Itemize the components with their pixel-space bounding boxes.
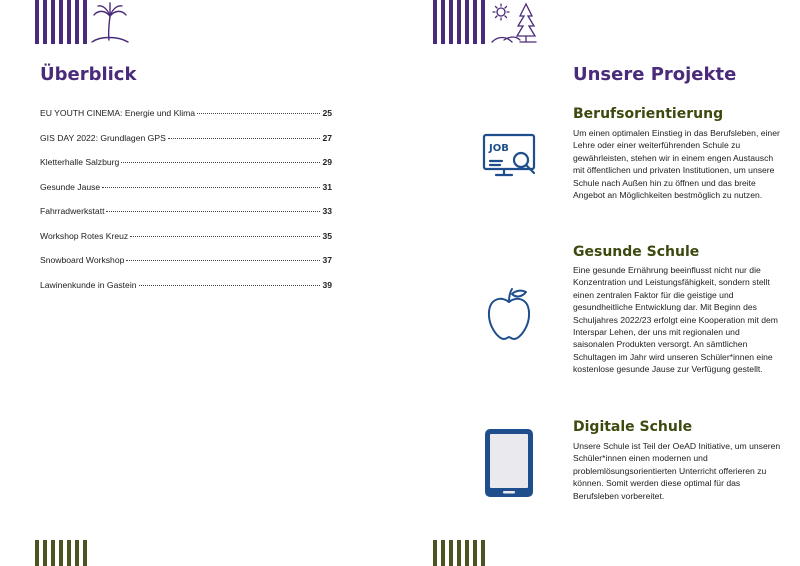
toc-entry-label: Fahrradwerkstatt [40, 206, 105, 216]
toc-leader-dots [197, 113, 320, 114]
project-text-healthy: Eine gesunde Ernährung beeinflusst nicht nur die Konzentration und Leistungsfähigkeit, sondern stellt einen zentralen Faktor für die geistige und gesundheitliche Entwicklung dar. Mit Beginn des Schuljahres 2022/23 erfolgt eine Kooperation mit dem Interspar Lehen, der uns mit regionalen und saisonalen Produkten versorgt. An sämtlichen Schultagen im Jahr wird unseren Schüler*innen eine kostenlose gesunde Jause zur Verfügung gestellt. [573, 265, 778, 375]
svg-text:JOB: JOB [489, 143, 509, 154]
apple-icon [484, 286, 534, 342]
decor-stripes-top-left [35, 0, 87, 44]
toc-entry-label: Gesunde Jause [40, 181, 101, 192]
toc-entry[interactable] [40, 108, 332, 133]
toc-entry-label: Snowboard Workshop [40, 255, 125, 265]
toc-leader-dots [126, 260, 320, 261]
toc-entry[interactable] [40, 182, 332, 207]
project-text-career: Um einen optimalen Einstieg in das Berufsleben, einer Lehre oder einer weiterführenden Schule zu gewährleisten, stehen wir in einem engen Austausch mit öffentlichen und privaten Institutionen, um unsere Schule nach Außen hin zu öffnen und das breite Angebot an Möglichkeiten bestmöglich zu nutzen. [573, 128, 780, 201]
toc-entry-page: 39 [322, 279, 332, 290]
toc-leader-dots [168, 138, 321, 139]
toc-entry-page: 31 [322, 181, 332, 192]
table-of-contents [40, 108, 332, 304]
overview-title: Überblick [40, 64, 137, 85]
toc-leader-dots [139, 285, 321, 286]
toc-entry-page: 37 [322, 255, 332, 265]
palm-tree-icon [90, 2, 130, 44]
job-search-icon [482, 133, 542, 183]
toc-leader-dots [102, 187, 320, 188]
toc-entry[interactable] [40, 255, 332, 280]
toc-leader-dots [106, 211, 320, 212]
toc-entry-label: Workshop Rotes Kreuz [40, 230, 129, 241]
toc-entry[interactable] [40, 133, 332, 158]
toc-entry-label: GIS DAY 2022: Grundlagen GPS [40, 132, 166, 143]
toc-entry-label: Lawinenkunde in Gastein [40, 279, 137, 290]
decor-stripes-bottom-right [433, 540, 485, 566]
toc-entry-label: Kletterhalle Salzburg [40, 157, 120, 167]
toc-entry-page: 33 [322, 206, 332, 216]
tablet-icon [483, 427, 535, 499]
toc-leader-dots [121, 162, 320, 163]
toc-entry-page: 35 [322, 230, 332, 241]
decor-stripes-bottom-left [35, 540, 87, 566]
toc-entry[interactable] [40, 231, 332, 256]
project-title-digital: Digitale Schule [573, 419, 693, 435]
project-text-digital: Unsere Schule ist Teil der OeAD Initiative, um unseren Schüler*innen einen modernen und problemlösungsorientierten Unterricht offerieren zu können. Somit werden diese optimal für das Berufsleben vorbereitet. [573, 441, 781, 501]
project-title-healthy: Gesunde Schule [573, 244, 700, 260]
toc-entry[interactable] [40, 206, 332, 231]
toc-entry-page: 25 [322, 108, 332, 118]
project-title-career: Berufsorientierung [573, 106, 724, 122]
toc-entry[interactable] [40, 280, 332, 305]
decor-stripes-top-right [433, 0, 485, 44]
toc-leader-dots [130, 236, 320, 237]
projects-title: Unsere Projekte [573, 64, 737, 85]
toc-entry-label: EU YOUTH CINEMA: Energie und Klima [40, 108, 196, 118]
toc-entry-page: 27 [322, 132, 332, 143]
toc-entry[interactable] [40, 157, 332, 182]
sun-tree-landscape-icon [490, 2, 538, 46]
toc-entry-page: 29 [322, 157, 332, 167]
